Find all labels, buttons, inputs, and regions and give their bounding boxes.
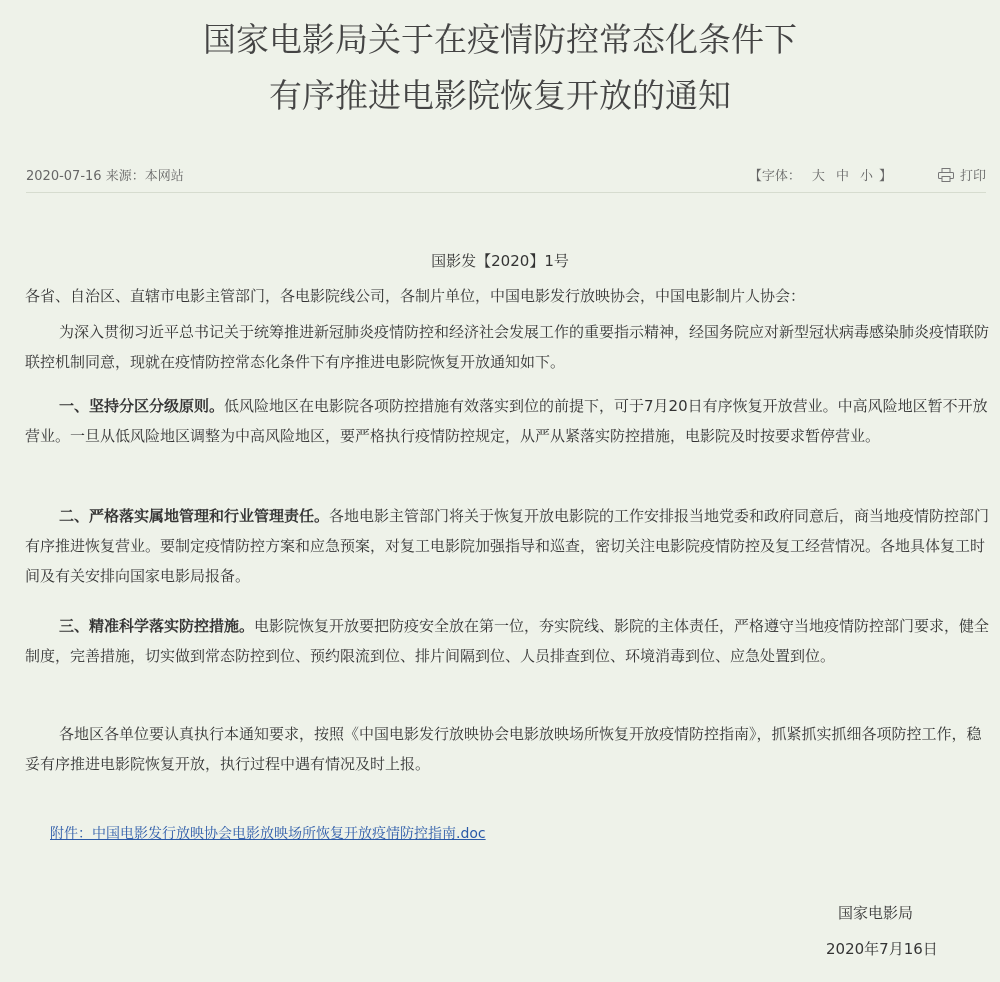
meta-divider [26,192,986,193]
item-2-paragraph [25,501,990,591]
item-2 [25,501,990,591]
font-size-selector [749,165,898,184]
font-size-close-bracket: 】 [878,169,892,184]
closing [25,719,990,779]
print-button[interactable] [938,165,986,184]
issuing-authority: 国家电影局 [838,904,914,922]
document-body [25,317,990,377]
article-meta-bar [26,162,986,186]
closing-paragraph: 各地区各单位要认真执行本通知要求，按照《中国电影发行放映协会电影放映场所恢复开放疫情防控指南》，抓紧抓实抓细各项防控工作，稳妥有序推进电影院恢复开放，执行过程中遇有情况及时上报。 [25,725,982,773]
printer-icon [938,168,954,182]
item-1-heading: 一、坚持分区分级原则。 [59,397,225,415]
item-1-text: 低风险地区在电影院各项防控措施有效落实到位的前提下，可于7月20日有序恢复开放营业。中高风险地区暂不开放营业。一旦从低风险地区调整为中高风险地区，要严格执行疫情防控规定，从严从紧落实防控措施，电影院及时按要求暂停营业。 [25,397,988,445]
item-2-text: 各地电影主管部门将关于恢复开放电影院的工作安排报当地党委和政府同意后，商当地疫情防控部门有序推进恢复营业。要制定疫情防控方案和应急预案，对复工电影院加强指导和巡查，密切关注电影院疫情防控及复工经营情况。各地具体复工时间及有关安排向国家电影局报备。 [25,507,990,585]
publish-date: 2020-07-16 [26,169,102,184]
font-size-small-button[interactable]: 小 [859,169,873,184]
intro-paragraph: 为深入贯彻习近平总书记关于统筹推进新冠肺炎疫情防控和经济社会发展工作的重要指示精神，经国务院应对新型冠状病毒感染肺炎疫情联防联控机制同意，现就在疫情防控常态化条件下有序推进电影院恢复开放通知如下。 [25,323,990,371]
item-3 [25,611,990,671]
source-value: 本网站 [144,169,184,184]
item-1 [25,391,990,451]
signing-date: 2020年7月16日 [826,940,938,958]
item-3-heading: 三、精准科学落实防控措施。 [59,617,255,635]
item-1-paragraph [25,391,990,451]
addressee: 各省、自治区、直辖市电影主管部门，各电影院线公司，各制片单位，中国电影发行放映协会，中国电影制片人协会： [25,287,806,305]
print-label: 打印 [959,169,986,184]
title-line-2: 有序推进电影院恢复开放的通知 [269,76,731,115]
item-2-heading: 二、严格落实属地管理和行业管理责任。 [59,507,330,525]
attachment-link[interactable]: 附件：中国电影发行放映协会电影放映场所恢复开放疫情防控指南.doc [50,826,486,842]
item-3-paragraph [25,611,990,671]
title-line-1: 国家电影局关于在疫情防控常态化条件下 [203,20,797,59]
document-number: 国影发【2020】1号 [431,252,569,270]
font-size-large-button[interactable]: 大 [811,169,825,184]
article-tools [749,165,986,184]
source-label: 来源： [105,169,145,184]
publish-info [26,165,184,184]
font-size-medium-button[interactable]: 中 [835,169,849,184]
item-3-text: 电影院恢复开放要把防疫安全放在第一位，夯实院线、影院的主体责任，严格遵守当地疫情防控部门要求，健全制度，完善措施，切实做到常态防控到位、预约限流到位、排片间隔到位、人员排查到位、环境消毒到位、应急处置到位。 [25,617,990,665]
font-size-label: 【字体： [748,169,801,184]
article-title [0,12,1000,124]
